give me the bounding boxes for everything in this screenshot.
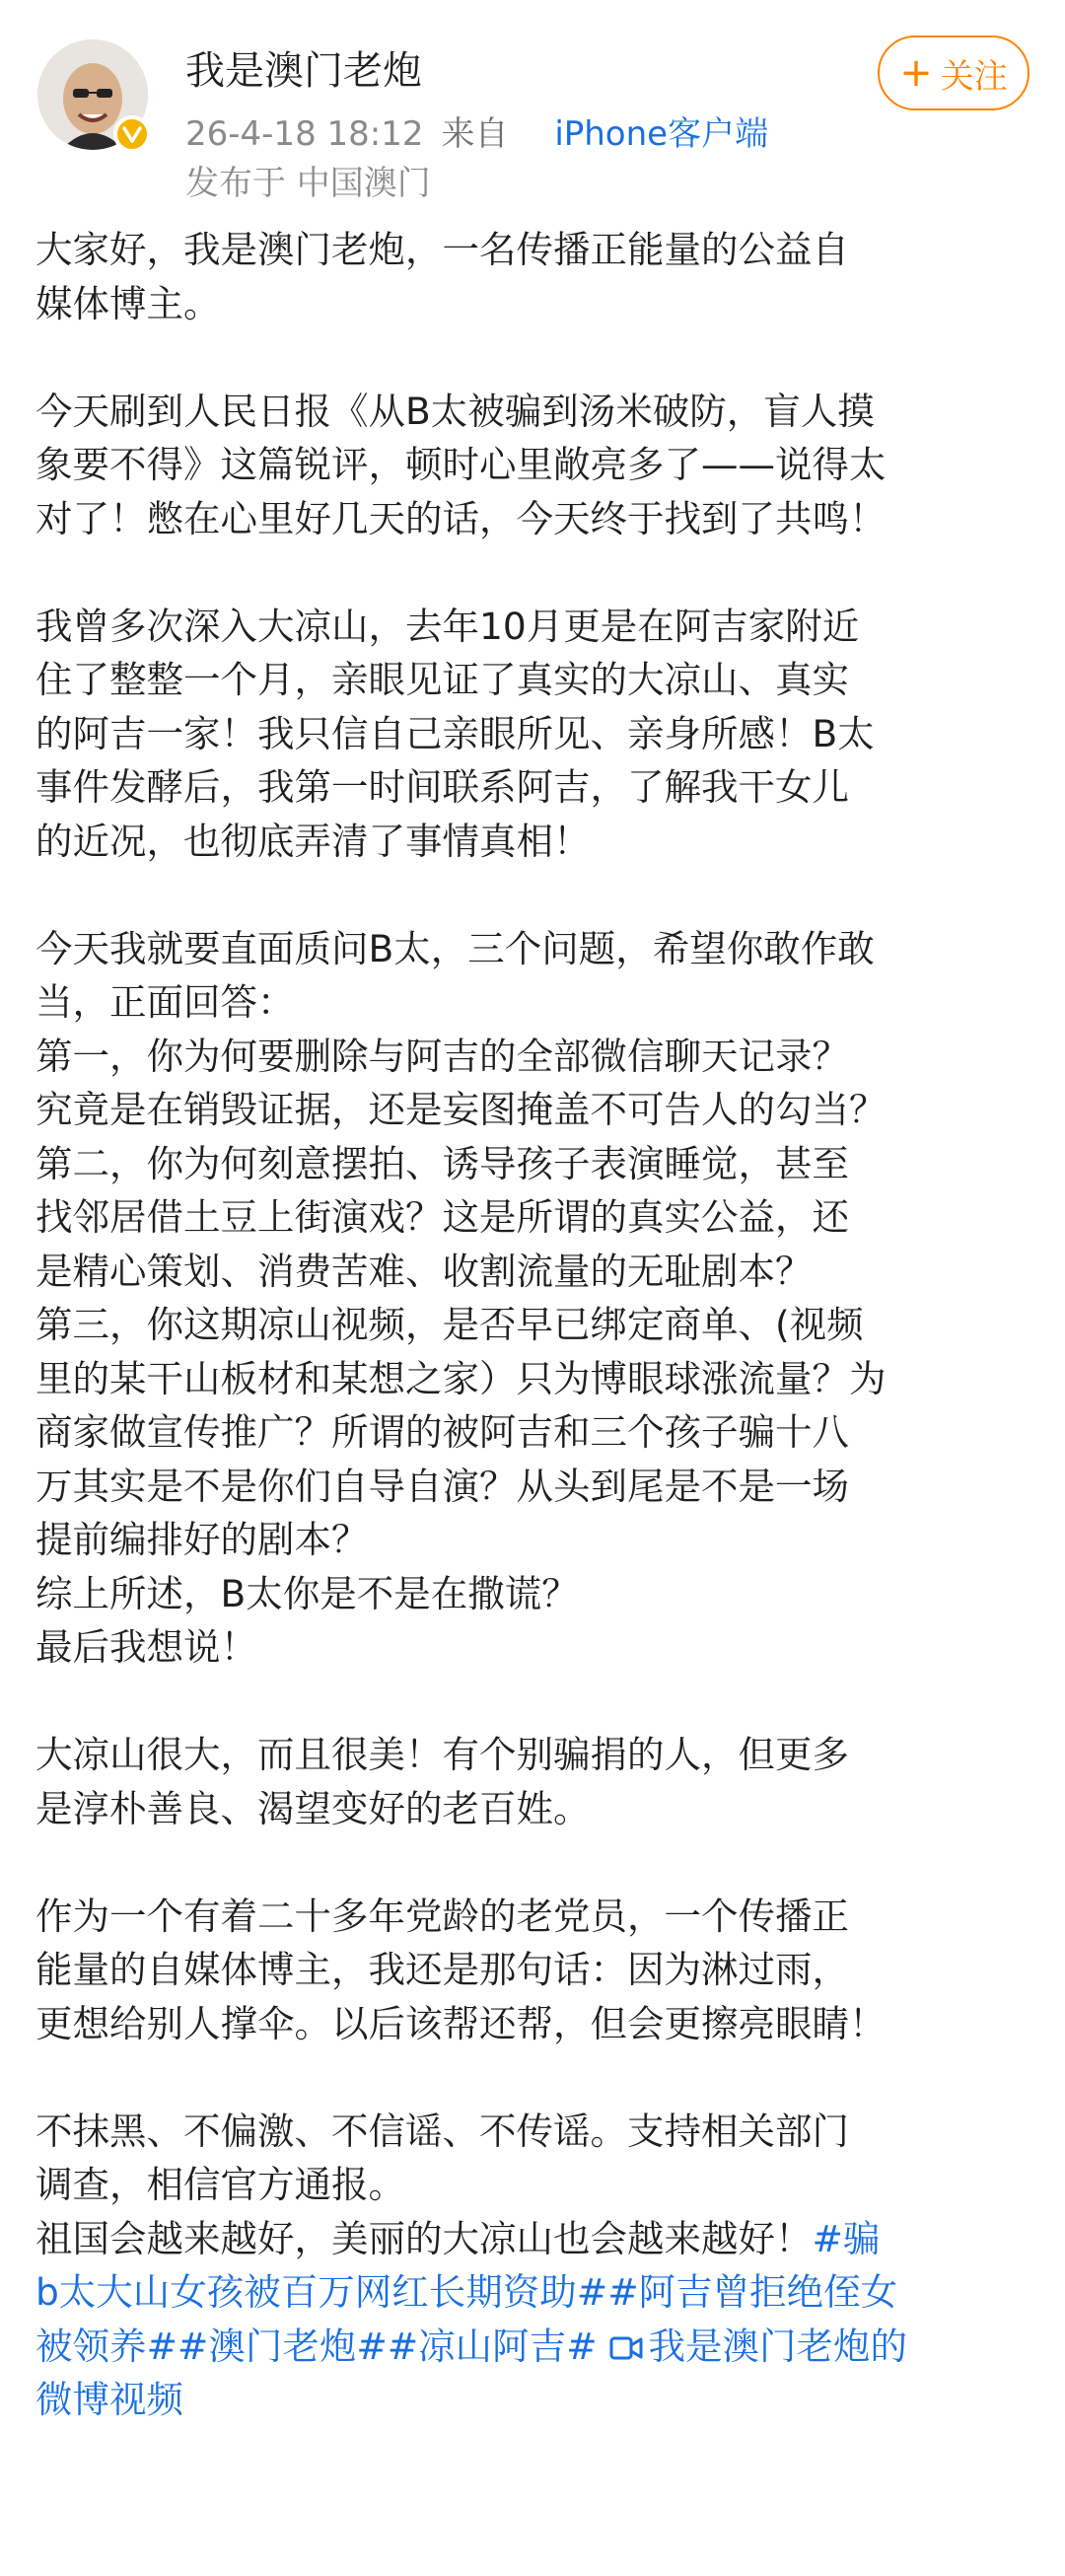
- text-line: 今天我就要直面质问B太，三个问题，希望你敢作敢: [36, 926, 875, 970]
- text-line: 不抹黑、不偏激、不信谣、不传谣。支持相关部门: [36, 2109, 849, 2153]
- post-meta: [185, 107, 804, 155]
- hashtag-link[interactable]: b太大山女孩被百万网红长期资助#: [36, 2270, 608, 2314]
- post-content: [36, 223, 1031, 2427]
- hashtag-line: [36, 2320, 1031, 2374]
- text-line: 我曾多次深入大凉山，去年10月更是在阿吉家附近: [36, 604, 860, 648]
- hashtag-link[interactable]: #骗: [812, 2216, 881, 2260]
- text-line: 今天刷到人民日报《从B太被骗到汤米破防，盲人摸: [36, 389, 875, 433]
- text-line: 事件发酵后，我第一时间联系阿吉，了解我干女儿: [36, 765, 849, 809]
- hashtag-line: [36, 2373, 1031, 2427]
- text-line: 第二，你为何刻意摆拍、诱导孩子表演睡觉，甚至: [36, 1141, 849, 1185]
- hashtag-link[interactable]: #澳门老炮#: [177, 2324, 388, 2368]
- text-line: 第一，你为何要删除与阿吉的全部微信聊天记录？: [36, 1034, 849, 1078]
- text-line: 作为一个有着二十多年党龄的老党员，一个传播正: [36, 1894, 849, 1938]
- text-line: 媒体博主。: [36, 281, 221, 325]
- text-line: 当，正面回答：: [36, 980, 295, 1024]
- post-header: [0, 0, 1065, 203]
- text-line: 是精心策划、消费苦难、收割流量的无耻剧本？: [36, 1249, 813, 1293]
- text-line: 综上所述，B太你是不是在撒谎？: [36, 1571, 579, 1615]
- text-line: 商家做宣传推广？所谓的被阿吉和三个孩子骗十八: [36, 1410, 849, 1454]
- paragraph-2: [36, 385, 1031, 546]
- author-name[interactable]: 我是澳门老炮: [185, 48, 422, 94]
- video-link-text: 我是澳门老炮的: [648, 2324, 908, 2368]
- v-icon: [121, 123, 143, 145]
- text-line: 大家好，我是澳门老炮，一名传播正能量的公益自: [36, 228, 849, 271]
- source-device[interactable]: iPhone客户端: [554, 114, 769, 154]
- text-line: 提前编排好的剧本？: [36, 1518, 369, 1561]
- text-line: 最后我想说！: [36, 1625, 257, 1669]
- video-link-text[interactable]: 微博视频: [36, 2378, 183, 2421]
- text-line: 调查，相信官方通报。: [36, 2163, 405, 2206]
- hashtag-line: [36, 2265, 1031, 2320]
- text-line: 里的某干山板材和某想之家）只为博眼球涨流量？为: [36, 1356, 887, 1400]
- text-line: 大凉山很大，而且很美！有个别骗捐的人，但更多: [36, 1733, 849, 1776]
- hashtag-link[interactable]: #阿吉曾拒绝侄女: [607, 2270, 898, 2314]
- text-line: 能量的自媒体博主，我还是那句话：因为淋过雨，: [36, 1948, 849, 1991]
- paragraph-7: [36, 2105, 1031, 2427]
- text-line: 究竟是在销毁证据，还是妄图掩盖不可告人的勾当？: [36, 1088, 887, 1131]
- hashtag-link[interactable]: #凉山阿吉#: [387, 2324, 598, 2368]
- hashtag-link[interactable]: 被领养#: [36, 2324, 178, 2368]
- follow-label: 关注: [940, 56, 1008, 97]
- video-icon: [609, 2324, 643, 2378]
- paragraph-4: [36, 922, 1031, 1675]
- text-line: 更想给别人撑伞。以后该帮还帮，但会更擦亮眼睛！: [36, 2001, 887, 2045]
- text-line: 对了！憋在心里好几天的话，今天终于找到了共鸣！: [36, 496, 887, 540]
- text-line: 的阿吉一家！我只信自己亲眼所见、亲身所感！B太: [36, 711, 875, 755]
- closing-line: [36, 2212, 1031, 2266]
- video-link[interactable]: [609, 2325, 908, 2368]
- text-line: 万其实是不是你们自导自演？从头到尾是不是一场: [36, 1464, 849, 1508]
- text-line: 住了整整一个月，亲眼见证了真实的大凉山、真实: [36, 658, 849, 701]
- text-line: 是淳朴善良、渴望变好的老百姓。: [36, 1786, 591, 1830]
- plus-icon: +: [899, 50, 933, 96]
- text-line: 象要不得》这篇锐评，顿时心里敞亮多了——说得太: [36, 443, 887, 486]
- source-prefix: 来自: [441, 114, 509, 154]
- post-timestamp: 26-4-18 18:12: [185, 114, 424, 154]
- text-line: 的近况，也彻底弄清了事情真相！: [36, 819, 591, 863]
- paragraph-6: [36, 1890, 1031, 2051]
- closing-text: 祖国会越来越好，美丽的大凉山也会越来越好！: [36, 2216, 813, 2260]
- post-location: 发布于 中国澳门: [185, 164, 431, 203]
- text-line: 第三，你这期凉山视频，是否早已绑定商单、(视频: [36, 1303, 864, 1346]
- paragraph-3: [36, 600, 1031, 869]
- paragraph-5: [36, 1728, 1031, 1835]
- post-source: [442, 114, 787, 154]
- text-line: 找邻居借土豆上街演戏？这是所谓的真实公益，还: [36, 1195, 849, 1239]
- bottom-fade: [0, 2537, 1065, 2576]
- paragraph-1: [36, 223, 1031, 330]
- verified-badge-icon: [113, 115, 151, 153]
- follow-button[interactable]: [878, 36, 1030, 110]
